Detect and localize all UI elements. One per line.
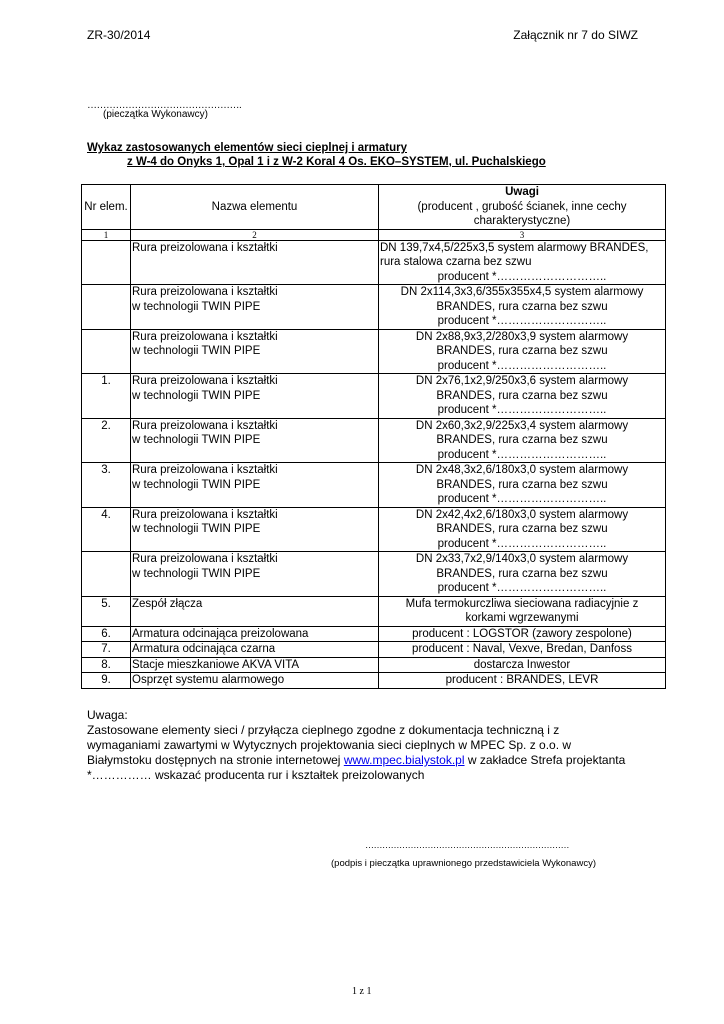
element-remarks (379, 642, 666, 658)
remarks-line: DN 2x60,3x2,9/225x3,4 system alarmowy (415, 419, 629, 432)
signature-caption: (podpis i pieczątka uprawnionego przedstawiciela Wykonawcy) (331, 858, 596, 869)
title-line-2: z W-4 do Onyks 1, Opal 1 i z W-2 Koral 4 Os. EKO–SYSTEM, ul. Puchalskiego (127, 156, 546, 168)
row-number: 2. (82, 418, 131, 463)
table-row (82, 507, 666, 552)
table-row (82, 374, 666, 419)
attachment-label: Załącznik nr 7 do SIWZ (513, 28, 638, 42)
table-row (82, 642, 666, 658)
element-name (131, 657, 379, 673)
element-remarks (379, 552, 666, 597)
column-number: 1 (82, 229, 131, 240)
element-name-line: Osprzęt systemu alarmowego (132, 674, 285, 686)
table-row (82, 673, 666, 689)
column-number-row (82, 229, 666, 240)
remarks-line: producent : LOGSTOR (zawory zespolone) (412, 627, 632, 640)
header-uwagi-title: Uwagi (505, 186, 539, 198)
element-name (131, 285, 379, 330)
element-remarks (379, 507, 666, 552)
remarks-line: BRANDES, rura czarna bez szwu (436, 389, 608, 402)
remarks-line: producent *……………………….. (437, 359, 607, 372)
table-row (82, 657, 666, 673)
element-name-line: w technologii TWIN PIPE (132, 567, 261, 580)
remarks-line: dostarcza Inwestor (473, 658, 571, 671)
element-remarks (379, 657, 666, 673)
element-name-line: Stacje mieszkaniowe AKVA VITA (132, 658, 300, 671)
remarks-line: producent *……………………….. (437, 270, 607, 283)
table-header-row (82, 185, 666, 230)
remarks-line: producent : Naval, Vexve, Bredan, Danfoss (412, 643, 632, 655)
remarks-line: BRANDES, rura czarna bez szwu (436, 434, 608, 446)
row-number: 3. (82, 463, 131, 508)
row-number: 1. (82, 374, 131, 419)
element-name-line: Zespół złącza (132, 597, 203, 610)
element-remarks (379, 673, 666, 689)
elements-table (81, 184, 666, 689)
row-number (82, 240, 131, 285)
element-name (131, 463, 379, 508)
element-name-line: Rura preizolowana i kształtki (132, 553, 278, 565)
table-row (82, 329, 666, 374)
column-number: 2 (131, 229, 379, 240)
remarks-line: DN 2x42,4x2,6/180x3,0 system alarmowy (415, 508, 629, 521)
remarks-line: DN 139,7x4,5/225x3,5 system alarmowy BRANDES, (380, 241, 649, 254)
element-remarks (379, 463, 666, 508)
table-row (82, 596, 666, 626)
document-reference: ZR-30/2014 (87, 28, 151, 42)
table-row (82, 463, 666, 508)
element-name (131, 507, 379, 552)
element-name (131, 673, 379, 689)
element-name-line: w technologii TWIN PIPE (132, 300, 261, 313)
element-name-line: w technologii TWIN PIPE (132, 434, 261, 446)
remarks-line: korkami wgrzewanymi (465, 612, 579, 624)
row-number: 8. (82, 657, 131, 673)
element-name-line: Armatura odcinająca preizolowana (132, 627, 309, 640)
note-line: *…………… wskazać producenta rur i kształtek preizolowanych (87, 768, 425, 782)
remarks-line: DN 2x114,3x3,6/355x355x4,5 system alarmowy (400, 286, 644, 298)
table-row (82, 240, 666, 285)
note-block (87, 708, 647, 783)
element-remarks (379, 418, 666, 463)
table-row (82, 552, 666, 597)
element-remarks (379, 626, 666, 642)
element-name (131, 418, 379, 463)
element-name (131, 329, 379, 374)
element-remarks (379, 285, 666, 330)
remarks-line: producent *……………………….. (437, 404, 607, 416)
remarks-line: DN 2x88,9x3,2/280x3,9 system alarmowy (415, 330, 629, 343)
element-remarks (379, 240, 666, 285)
element-name (131, 552, 379, 597)
remarks-line: producent *……………………….. (437, 493, 607, 505)
document-title (87, 141, 647, 169)
remarks-line: DN 2x33,7x2,9/140x3,0 system alarmowy (415, 553, 629, 565)
row-number (82, 552, 131, 597)
row-number (82, 285, 131, 330)
row-number: 7. (82, 642, 131, 658)
element-name-line: Rura preizolowana i kształtki (132, 241, 278, 254)
element-remarks (379, 329, 666, 374)
element-name (131, 596, 379, 626)
element-name-line: Rura preizolowana i kształtki (132, 419, 278, 432)
header-uwagi-subtitle: (producent , grubość ścianek, inne cechy charakterystyczne) (417, 200, 627, 227)
element-remarks (379, 596, 666, 626)
remarks-line: BRANDES, rura czarna bez szwu (436, 567, 608, 580)
element-name-line: w technologii TWIN PIPE (132, 389, 261, 402)
element-remarks (379, 374, 666, 419)
remarks-line: BRANDES, rura czarna bez szwu (436, 345, 608, 357)
element-name (131, 642, 379, 658)
row-number: 5. (82, 596, 131, 626)
element-name-line: w technologii TWIN PIPE (132, 478, 261, 491)
remarks-line: rura stalowa czarna bez szwu (380, 256, 532, 268)
stamp-caption: (pieczątka Wykonawcy) (103, 109, 208, 120)
table-row (82, 285, 666, 330)
remarks-line: BRANDES, rura czarna bez szwu (436, 300, 608, 313)
element-name (131, 626, 379, 642)
signature-placeholder-dots: ……………………………………………………………… (365, 840, 569, 850)
element-name-line: Armatura odcinająca czarna (132, 643, 276, 655)
element-name-line: Rura preizolowana i kształtki (132, 330, 278, 343)
header-nr: Nr elem. (82, 185, 131, 230)
row-number: 9. (82, 673, 131, 689)
remarks-line: DN 2x76,1x2,9/250x3,6 system alarmowy (415, 375, 629, 387)
element-name-line: Rura preizolowana i kształtki (132, 508, 278, 521)
title-line-1: Wykaz zastosowanych elementów sieci cieplnej i armatury (87, 142, 407, 154)
remarks-line: producent *……………………….. (437, 448, 607, 461)
note-label: Uwaga: (87, 708, 128, 722)
remarks-line: BRANDES, rura czarna bez szwu (436, 523, 608, 535)
table-row (82, 626, 666, 642)
remarks-line: producent *……………………….. (437, 315, 607, 327)
column-number: 3 (379, 229, 666, 240)
note-line: Białymstoku dostępnych na stronie internetowej www.mpec.bialystok.pl w zakładce Strefa projektanta (87, 753, 626, 767)
element-name-line: w technologii TWIN PIPE (132, 523, 261, 535)
row-number: 6. (82, 626, 131, 642)
row-number: 4. (82, 507, 131, 552)
element-name (131, 240, 379, 285)
element-name-line: w technologii TWIN PIPE (132, 345, 261, 357)
remarks-line: BRANDES, rura czarna bez szwu (436, 478, 608, 491)
stamp-placeholder-dots: …………………………………………. (87, 100, 242, 111)
table-row (82, 418, 666, 463)
remarks-line: Mufa termokurczliwa sieciowana radiacyjnie z (405, 597, 639, 610)
header-uwagi (379, 185, 666, 230)
remarks-line: DN 2x48,3x2,6/180x3,0 system alarmowy (415, 464, 629, 476)
element-name (131, 374, 379, 419)
note-line: Zastosowane elementy sieci / przyłącza cieplnego zgodne z dokumentacja techniczną i z (87, 723, 560, 737)
note-line: wymaganiami zawartymi w Wytycznych projektowania sieci cieplnych w MPEC Sp. z o.o. w (87, 738, 572, 752)
mpec-website-link[interactable]: www.mpec.bialystok.pl (343, 753, 465, 767)
row-number (82, 329, 131, 374)
page-number: 1 z 1 (352, 986, 372, 997)
element-name-line: Rura preizolowana i kształtki (132, 375, 278, 387)
remarks-line: producent : BRANDES, LEVR (445, 674, 599, 686)
remarks-line: producent *……………………….. (437, 537, 607, 550)
element-name-line: Rura preizolowana i kształtki (132, 286, 278, 298)
remarks-line: producent *……………………….. (437, 582, 607, 594)
header-name: Nazwa elementu (131, 185, 379, 230)
element-name-line: Rura preizolowana i kształtki (132, 464, 278, 476)
